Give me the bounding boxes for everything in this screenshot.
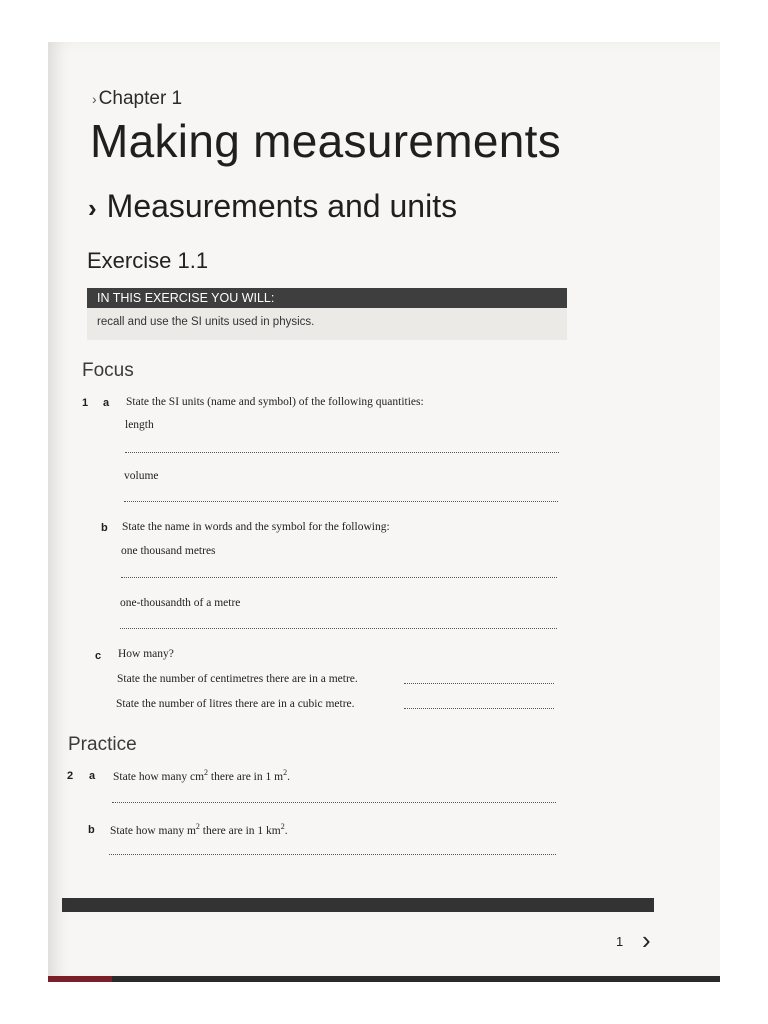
- part-label: c: [95, 650, 102, 662]
- answer-line[interactable]: [125, 451, 559, 453]
- question-text: State how many $m^2$ there are in 1 $km^2$.: [110, 822, 288, 837]
- answer-line[interactable]: [124, 500, 558, 502]
- page-number: 1: [616, 934, 624, 949]
- footer-bar: [62, 898, 654, 912]
- question-text: How many?: [118, 648, 174, 660]
- chapter-title: Making measurements: [90, 115, 562, 167]
- focus-heading: Focus: [82, 360, 134, 381]
- answer-line[interactable]: [404, 707, 554, 709]
- answer-line[interactable]: [109, 853, 556, 855]
- answer-prompt: volume: [124, 470, 159, 482]
- part-label: b: [88, 824, 95, 836]
- chevron-right-icon: ›: [92, 91, 97, 107]
- answer-prompt: one-thousandth of a metre: [120, 597, 241, 609]
- objectives-heading: IN THIS EXERCISE YOU WILL:: [87, 288, 567, 308]
- part-label: a: [89, 770, 96, 782]
- exercise-title: Exercise 1.1: [87, 248, 209, 273]
- answer-prompt: State the number of litres there are in a cubic metre.: [116, 698, 355, 710]
- answer-line[interactable]: [404, 682, 554, 684]
- part-label: a: [103, 397, 110, 409]
- question-number: 2: [67, 770, 74, 782]
- chapter-label: › Chapter 1: [92, 88, 183, 109]
- answer-line[interactable]: [112, 801, 556, 803]
- part-label: b: [101, 522, 108, 534]
- answer-line[interactable]: [120, 627, 557, 629]
- page-bottom-edge: [48, 976, 720, 982]
- question-text: State how many $cm^2$ there are in 1 $m^2$.: [113, 768, 290, 783]
- chevron-right-icon: ›: [88, 193, 97, 223]
- question-text: State the SI units (name and symbol) of the following quantities:: [126, 396, 424, 408]
- question-number: 1: [82, 397, 89, 409]
- answer-prompt: State the number of centimetres there are in a metre.: [117, 673, 358, 685]
- chevron-right-icon[interactable]: ›: [642, 925, 651, 955]
- section-title: › Measurements and units: [88, 188, 458, 224]
- answer-line[interactable]: [121, 576, 557, 578]
- page-sheet: [48, 42, 720, 982]
- objectives-text: recall and use the SI units used in physics.: [87, 308, 567, 340]
- practice-heading: Practice: [68, 734, 137, 755]
- question-text: State the name in words and the symbol for the following:: [122, 521, 390, 533]
- answer-prompt: one thousand metres: [121, 545, 216, 557]
- answer-prompt: length: [125, 419, 154, 431]
